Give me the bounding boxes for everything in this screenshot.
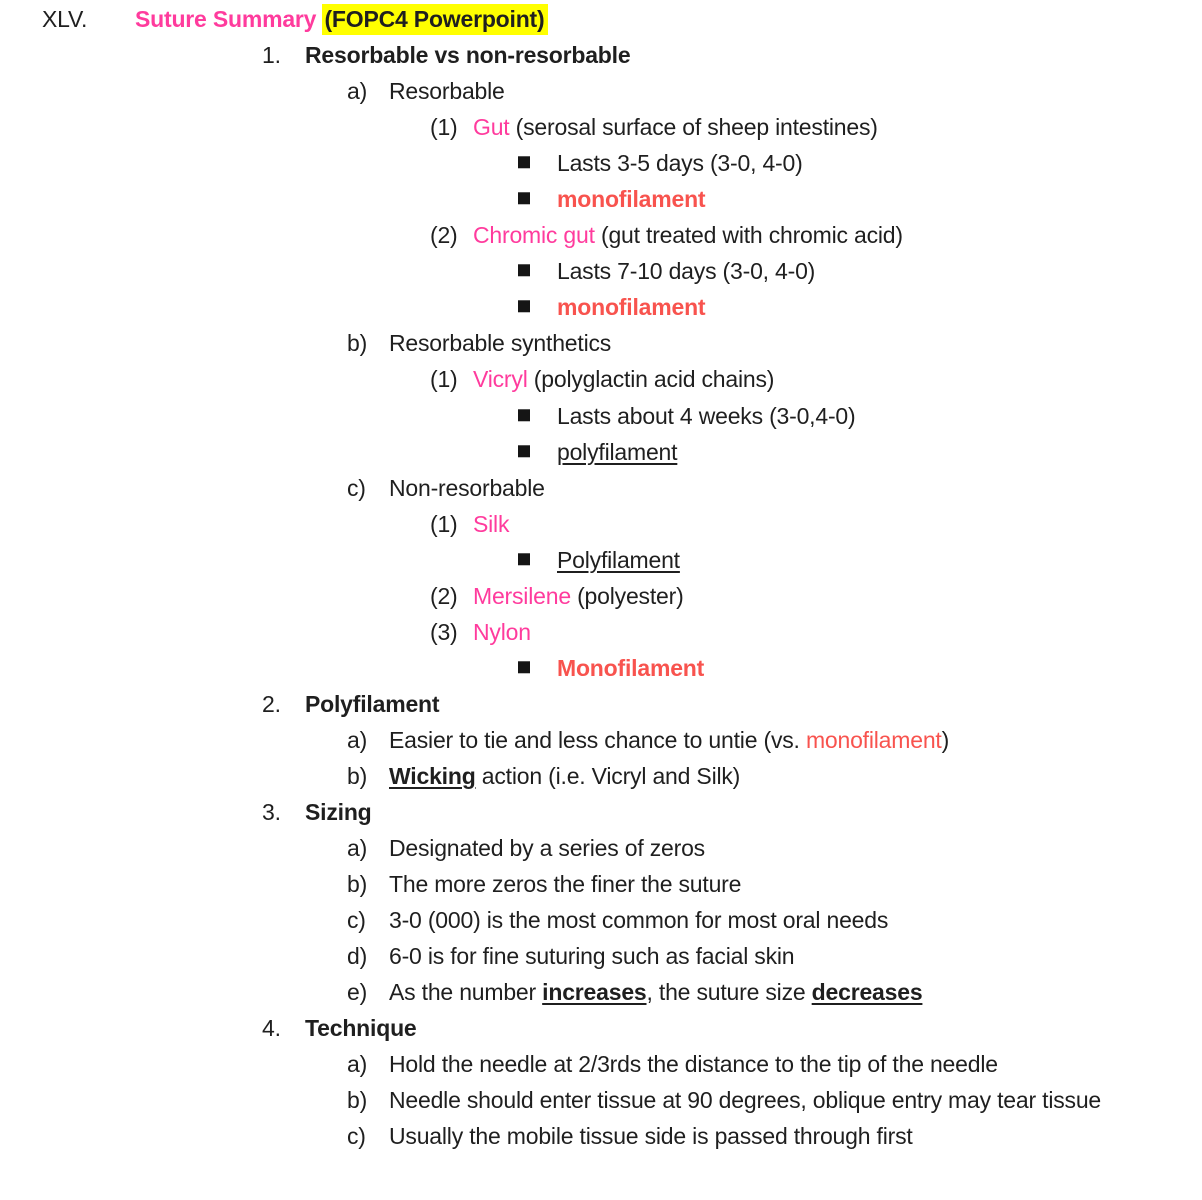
text-segment: 3-0 (000) is the most common for most oral needs <box>389 907 889 934</box>
outline-line <box>0 1010 1202 1046</box>
outline-line <box>0 361 1202 397</box>
text-segment: Wicking <box>389 762 476 789</box>
text-segment: decreases <box>811 979 923 1006</box>
line-content <box>557 253 815 289</box>
text-segment: (FOPC4 Powerpoint) <box>322 4 548 35</box>
text-segment: Chromic gut <box>473 222 595 249</box>
line-content <box>389 902 888 938</box>
line-marker: 3. <box>262 799 281 826</box>
outline-line <box>0 938 1202 974</box>
line-content <box>389 722 949 758</box>
outline-line <box>0 1046 1202 1082</box>
text-segment: Silk <box>473 510 510 537</box>
line-content <box>389 974 922 1010</box>
outline-line <box>0 1082 1202 1118</box>
text-segment: Lasts about 4 weeks (3-0,4-0) <box>557 402 856 429</box>
text-segment: Non-resorbable <box>389 474 545 501</box>
bullet-square-icon <box>518 553 530 565</box>
line-marker: a) <box>347 78 368 105</box>
line-content <box>389 758 740 794</box>
line-marker: c) <box>347 907 366 934</box>
text-segment: Needle should enter tissue at 90 degrees, oblique entry may tear tissue <box>389 1087 1102 1114</box>
text-segment: Usually the mobile tissue side is passed through first <box>389 1123 913 1150</box>
text-segment: The more zeros the finer the suture <box>389 871 742 898</box>
bullet-square-icon <box>518 409 530 421</box>
outline-line <box>0 1 1202 37</box>
line-marker: 2. <box>262 690 281 717</box>
line-marker: 4. <box>262 1015 281 1042</box>
line-marker: b) <box>347 762 368 789</box>
line-content <box>557 398 855 434</box>
line-marker: (2) <box>430 582 458 609</box>
text-segment: action (i.e. Vicryl and Silk) <box>475 762 741 789</box>
text-segment: Nylon <box>473 618 531 645</box>
text-segment: ) <box>941 726 950 753</box>
outline-line <box>0 181 1202 217</box>
outline-line <box>0 506 1202 542</box>
outline-line <box>0 217 1202 253</box>
text-segment: Easier to tie and less chance to untie (vs. <box>389 726 806 753</box>
text-segment: (gut treated with chromic acid) <box>594 222 903 249</box>
line-marker: (3) <box>430 618 458 645</box>
line-content <box>473 217 903 253</box>
line-content <box>557 434 677 470</box>
outline-line <box>0 686 1202 722</box>
line-content <box>305 686 439 722</box>
line-content <box>473 614 531 650</box>
line-content <box>389 1118 913 1154</box>
text-segment: Hold the needle at 2/3rds the distance to the tip of the needle <box>389 1051 998 1078</box>
line-content <box>389 1046 998 1082</box>
outline-line <box>0 145 1202 181</box>
line-marker: c) <box>347 474 366 501</box>
outline-line <box>0 253 1202 289</box>
text-segment: Technique <box>305 1015 417 1042</box>
bullet-square-icon <box>518 301 530 313</box>
line-content <box>473 506 509 542</box>
outline-line <box>0 794 1202 830</box>
text-segment: monofilament <box>557 294 706 321</box>
text-segment: Polyfilament <box>305 690 440 717</box>
line-content <box>473 361 774 397</box>
line-content <box>389 866 741 902</box>
line-content <box>305 37 630 73</box>
line-marker: (2) <box>430 222 458 249</box>
line-marker: c) <box>347 1123 366 1150</box>
line-marker: b) <box>347 1087 368 1114</box>
line-marker: a) <box>347 835 368 862</box>
outline-line <box>0 650 1202 686</box>
line-content <box>389 938 794 974</box>
outline-line <box>0 434 1202 470</box>
line-marker: a) <box>347 1051 368 1078</box>
text-segment: Vicryl <box>473 366 528 393</box>
text-segment: monofilament <box>557 186 706 213</box>
text-segment: polyfilament <box>557 438 678 465</box>
outline-line <box>0 758 1202 794</box>
line-marker: (1) <box>430 114 458 141</box>
line-content <box>389 325 611 361</box>
line-marker: d) <box>347 943 368 970</box>
outline-line <box>0 109 1202 145</box>
line-content <box>389 1082 1101 1118</box>
text-segment: Polyfilament <box>557 546 680 573</box>
text-segment: Resorbable vs non-resorbable <box>305 42 631 69</box>
line-content <box>557 542 680 578</box>
outline-line <box>0 542 1202 578</box>
text-segment: Resorbable <box>389 78 505 105</box>
bullet-square-icon <box>518 156 530 168</box>
text-segment: Suture Summary <box>135 6 317 32</box>
outline-line <box>0 289 1202 325</box>
outline-line <box>0 902 1202 938</box>
line-content <box>389 470 545 506</box>
outline-line <box>0 866 1202 902</box>
text-segment: Gut <box>473 114 510 141</box>
text-segment: 6-0 is for fine suturing such as facial skin <box>389 943 795 970</box>
outline-line <box>0 1118 1202 1154</box>
line-marker: 1. <box>262 42 281 69</box>
line-marker: e) <box>347 979 368 1006</box>
line-content <box>389 830 705 866</box>
line-marker: a) <box>347 726 368 753</box>
text-segment: monofilament <box>805 726 942 753</box>
outline-line <box>0 830 1202 866</box>
line-content <box>305 1010 417 1046</box>
text-segment: Resorbable synthetics <box>389 330 612 357</box>
line-content <box>389 73 505 109</box>
text-segment: (polyester) <box>570 582 684 609</box>
text-segment: , the suture size <box>646 979 812 1006</box>
outline-line <box>0 398 1202 434</box>
line-marker: XLV. <box>42 6 88 32</box>
line-content <box>557 181 705 217</box>
bullet-square-icon <box>518 445 530 457</box>
line-content <box>557 145 803 181</box>
line-content <box>557 650 704 686</box>
text-segment: Monofilament <box>557 654 705 681</box>
outline-line <box>0 974 1202 1010</box>
line-content <box>473 109 878 145</box>
outline-line <box>0 578 1202 614</box>
line-marker: (1) <box>430 366 458 393</box>
line-marker: b) <box>347 871 368 898</box>
line-marker: b) <box>347 330 368 357</box>
line-content <box>135 1 548 37</box>
text-segment: Designated by a series of zeros <box>389 835 705 862</box>
line-marker: (1) <box>430 510 458 537</box>
text-segment: Lasts 7-10 days (3-0, 4-0) <box>557 258 816 285</box>
outline-line <box>0 614 1202 650</box>
line-content <box>473 578 684 614</box>
text-segment: Sizing <box>305 799 372 826</box>
outline-line <box>0 470 1202 506</box>
text-segment: Lasts 3-5 days (3-0, 4-0) <box>557 150 803 177</box>
outline-line <box>0 722 1202 758</box>
line-content <box>305 794 372 830</box>
text-segment: As the number <box>389 979 543 1006</box>
text-segment: (polyglactin acid chains) <box>527 366 775 393</box>
text-segment: Mersilene <box>473 582 571 609</box>
bullet-square-icon <box>518 193 530 205</box>
outline-line <box>0 325 1202 361</box>
line-content <box>557 289 705 325</box>
text-segment: (serosal surface of sheep intestines) <box>509 114 878 141</box>
bullet-square-icon <box>518 661 530 673</box>
outline-line <box>0 73 1202 109</box>
bullet-square-icon <box>518 265 530 277</box>
text-segment: increases <box>542 979 647 1006</box>
outline-document <box>0 1 1202 1155</box>
outline-line <box>0 37 1202 73</box>
